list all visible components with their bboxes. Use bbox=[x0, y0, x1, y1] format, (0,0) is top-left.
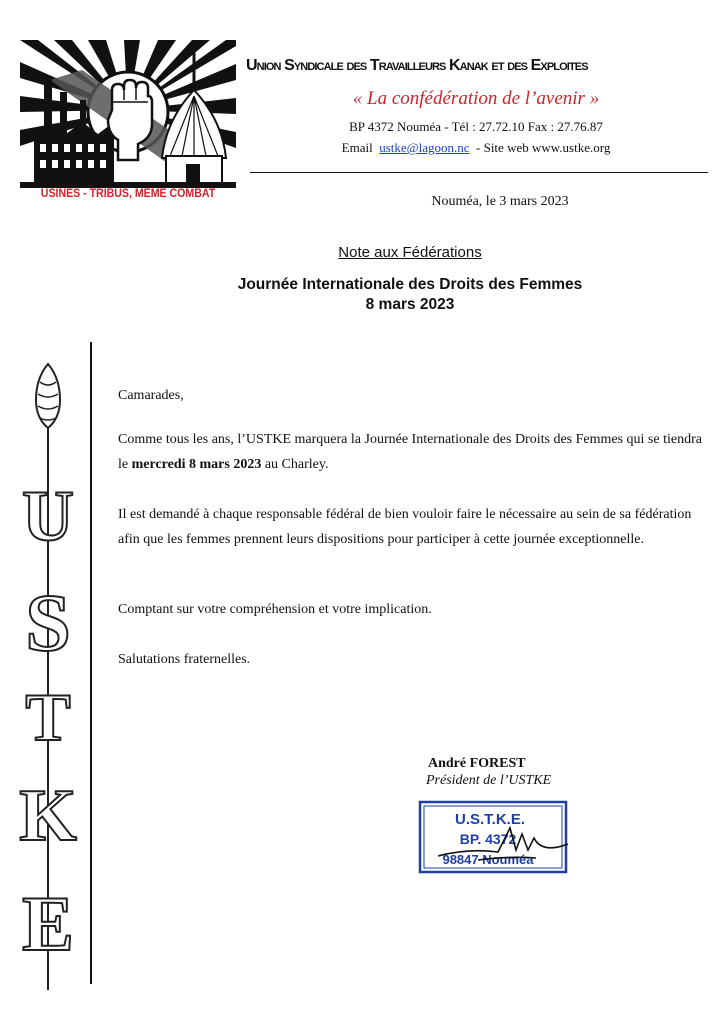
main-title bbox=[0, 275, 720, 315]
paragraph-1 bbox=[118, 427, 706, 477]
greeting: Camarades, bbox=[118, 388, 184, 403]
organization-name: Union Syndicale des Travailleurs Kanak et des Exploites bbox=[246, 57, 588, 74]
shell-icon bbox=[36, 364, 60, 428]
paragraph-1-end: au Charley. bbox=[261, 457, 329, 472]
paragraph-2: Il est demandé à chaque responsable fédéral de bien vouloir faire le nécessaire au sein de sa fédération afin que les femmes prennent leurs dispositions pour participer à cette journée exceptionnelle. bbox=[118, 507, 692, 547]
main-title-line2: 8 mars 2023 bbox=[365, 296, 455, 313]
signer-role: Président de l’USTKE bbox=[426, 773, 552, 788]
stamp-line3: 98847 Nouméa bbox=[442, 852, 534, 867]
logo-artwork bbox=[20, 40, 236, 188]
website-text: - Site web www.ustke.org bbox=[476, 140, 611, 155]
official-stamp bbox=[418, 798, 568, 876]
stamp-line1: U.S.T.K.E. bbox=[454, 811, 526, 828]
left-margin-rule bbox=[90, 342, 92, 984]
ornament-letter-s: S bbox=[25, 577, 71, 668]
logo-slogan: USINES - TRIBUS, MEME COMBAT bbox=[40, 188, 216, 200]
main-title-line1: Journée Internationale des Droits des Femmes bbox=[237, 276, 583, 293]
event-date: mercredi 8 mars 2023 bbox=[131, 457, 262, 472]
ornament-letter-t: T bbox=[25, 679, 71, 755]
ornament-letter-e: E bbox=[21, 880, 75, 967]
stamp-line2: BP. 4372 bbox=[459, 831, 517, 847]
email-link[interactable]: ustke@lagoon.nc bbox=[379, 140, 470, 155]
ustke-logo bbox=[20, 40, 236, 208]
closing-salutation: Salutations fraternelles. bbox=[118, 652, 251, 667]
contact-line bbox=[246, 140, 706, 156]
signer-name: André FOREST bbox=[428, 756, 526, 771]
ornament-letter-u: U bbox=[22, 476, 74, 556]
note-title: Note aux Fédérations bbox=[338, 244, 482, 261]
paragraph-3: Comptant sur votre compréhension et votre implication. bbox=[118, 602, 432, 617]
address-line: BP 4372 Nouméa - Tél : 27.72.10 Fax : 27.76.87 bbox=[349, 119, 603, 134]
email-label: Email bbox=[341, 140, 373, 155]
document-date: Nouméa, le 3 mars 2023 bbox=[431, 194, 569, 209]
motto: « La confédération de l’avenir » bbox=[352, 88, 600, 109]
paragraph-1-text: Comme tous les ans, l’USTKE marquera la Journée Internationale des Droits des Femmes qui se tiendra le bbox=[118, 432, 702, 472]
ornament-letter-k: K bbox=[19, 775, 77, 857]
header-divider bbox=[250, 172, 708, 173]
ustke-vertical-ornament bbox=[6, 360, 86, 990]
